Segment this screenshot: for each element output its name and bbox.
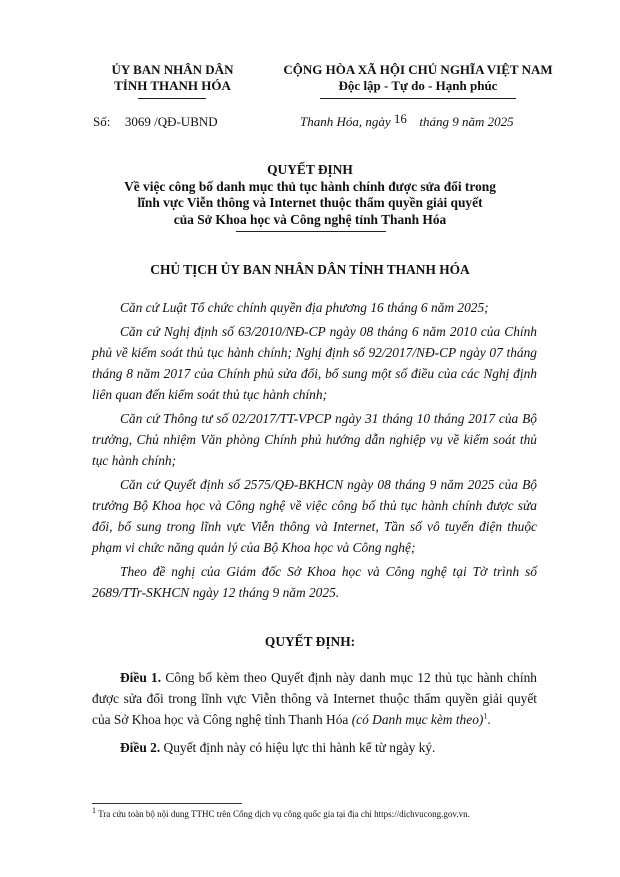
country-name: CỘNG HÒA XÃ HỘI CHỦ NGHĨA VIỆT NAM [283,62,553,77]
article-1 [92,667,537,730]
decision-heading: QUYẾT ĐỊNH: [264,634,356,649]
issuer-underline [138,98,206,99]
issuer-line2: TỈNH THANH HÓA [114,78,231,93]
document-date [300,111,560,130]
article-1-end: . [487,712,491,727]
preamble [92,297,537,603]
title-block [60,162,560,228]
date-suffix: tháng 9 năm 2025 [419,114,514,129]
article-1-italic: (có Danh mục kèm theo) [351,712,484,727]
article-2-text: Quyết định này có hiệu lực thi hành kể từ ngày ký. [160,740,436,755]
article-2-label: Điều 2. [120,740,161,755]
preamble-item: Căn cứ Nghị định số 63/2010/NĐ-CP ngày 08 tháng 6 năm 2010 của Chính phủ về kiểm soát thủ tục hành chính; Nghị định số 92/2017/NĐ-CP ngày 07 tháng tháng 8 năm 2017 của Chính phủ sửa đổi, bổ sung một số điều của các Nghị định liên quan đến kiểm soát thủ tục hành chính; [92,324,537,402]
issuer-line1: ỦY BAN NHÂN DÂN [111,62,234,77]
authority-heading: CHỦ TỊCH ỦY BAN NHÂN DÂN TỈNH THANH HÓA [150,262,470,277]
title-line3: của Sở Khoa học và Công nghệ tỉnh Thanh Hóa [173,211,447,227]
preamble-item: Căn cứ Luật Tổ chức chính quyền địa phương 16 tháng 6 năm 2025; [120,300,489,315]
preamble-item: Căn cứ Quyết định số 2575/QĐ-BKHCN ngày 08 tháng 9 năm 2025 của Bộ trưởng Bộ Khoa học và Công nghệ về việc công bố thủ tục hành chính được sửa đổi, bổ sung trong lĩnh vực Viễn thông và Internet, Tần số vô tuyến điện thuộc phạm vi chức năng quản lý của Bộ Khoa học và Công nghệ; [92,477,537,555]
footnote-text: Tra cứu toàn bộ nội dung TTHC trên Cổng dịch vụ công quốc gia tại địa chỉ https://dichvucong.gov.vn. [96,809,470,819]
title-line1: Về việc công bố danh mục thủ tục hành chính được sửa đổi trong [124,178,496,194]
footnote-separator [92,803,242,804]
motto: Độc lập - Tự do - Hạnh phúc [338,78,498,93]
footnote-number: 1 [92,806,96,815]
footnote-ref[interactable]: 1 [483,711,488,721]
document-type: QUYẾT ĐỊNH [267,162,353,177]
article-2 [92,737,537,758]
issuer-block [90,62,255,94]
number-label: Số: [93,114,111,129]
number-value: 3069 [124,114,151,129]
preamble-item: Theo đề nghị của Giám đốc Sở Khoa học và Công nghệ tại Tờ trình số 2689/TTr-SKHCN ngày 12 tháng 9 năm 2025. [92,564,537,600]
title-underline [236,231,386,232]
number-suffix: /QĐ-UBND [154,114,218,129]
document-number [93,114,263,130]
preamble-item: Căn cứ Thông tư số 02/2017/TT-VPCP ngày 31 tháng 10 tháng 2017 của Bộ trưởng, Chủ nhiệm Văn phòng Chính phủ hướng dẫn nghiệp vụ về kiểm soát thủ tục hành chính; [92,411,537,468]
date-prefix: Thanh Hóa, ngày [300,114,391,129]
date-day: 16 [393,111,407,126]
motto-underline [320,98,516,99]
title-line2: lĩnh vực Viễn thông và Internet thuộc thẩm quyền giải quyết [137,195,483,210]
national-motto-block [268,62,568,94]
article-1-label: Điều 1. [120,670,162,685]
article-1-text: Công bố kèm theo Quyết định này danh mục 12 thủ tục hành chính được sửa đổi trong lĩnh vực Viễn thông và Internet thuộc thẩm quyền giải quyết của Sở Khoa học và Công nghệ tỉnh Thanh Hóa [92,670,537,727]
footnote [92,808,552,820]
